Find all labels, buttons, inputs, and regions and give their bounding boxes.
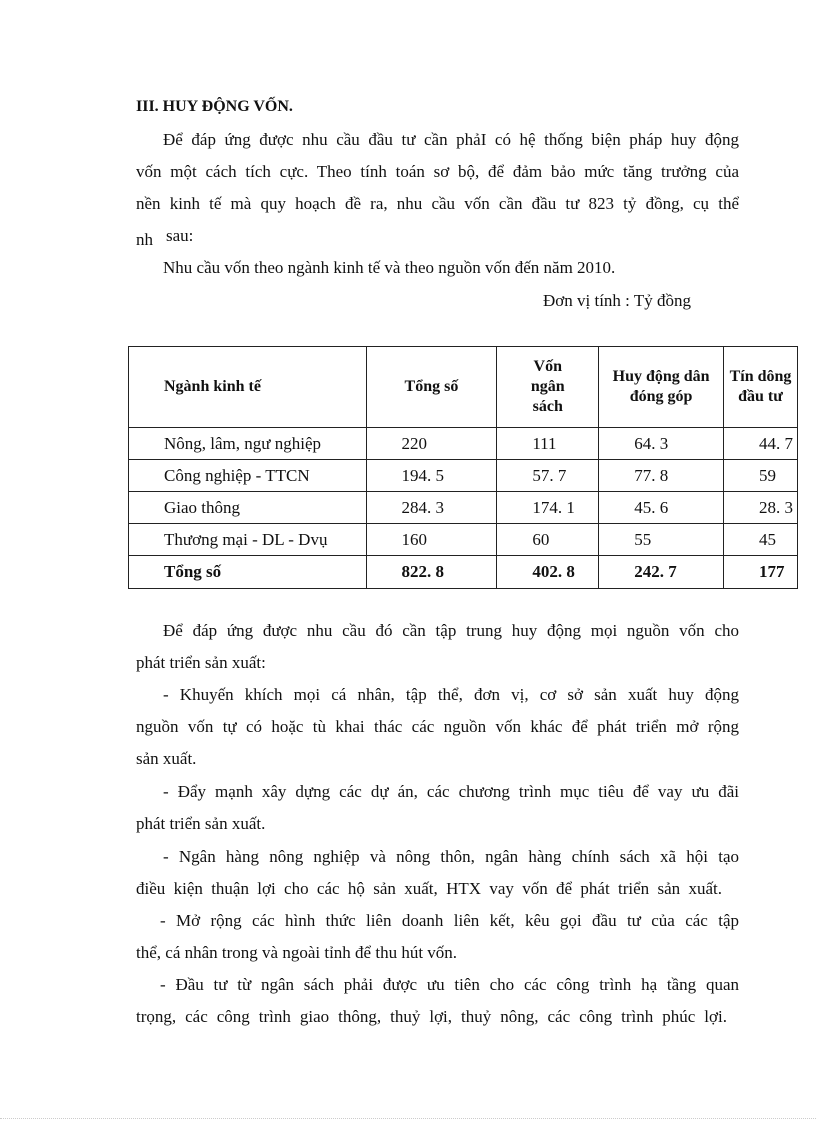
header-sector: Ngành kinh tế: [129, 347, 367, 428]
total-label: Tổng số: [129, 556, 367, 589]
cell-total: 160: [366, 524, 497, 556]
total-credit: 177: [724, 556, 798, 589]
total-contribution: 242. 7: [599, 556, 724, 589]
intro-line-4-end: sau:: [166, 226, 194, 245]
table-row: [129, 460, 798, 492]
header-total: Tổng số: [366, 347, 497, 428]
intro-line-4-start: nh: [136, 230, 153, 249]
total-budget: 402. 8: [497, 556, 599, 589]
table-row: [129, 524, 798, 556]
intro-line-1: Để đáp ứng được nhu cầu đầu tư cần phảI có hệ thống biện pháp huy động: [163, 130, 739, 149]
cell-total: 220: [366, 428, 497, 460]
header-budget-capital: Vốn ngân sách: [497, 347, 599, 428]
cell-credit: 28. 3: [724, 492, 798, 524]
table-row: [129, 428, 798, 460]
section-heading: III. HUY ĐỘNG VỐN.: [136, 98, 293, 115]
bullet-5-line-2: trọng, các công trình giao thông, thuỷ lợi, thuỷ nông, các công trình phúc lợi.: [136, 1007, 727, 1026]
table-header-row: [129, 347, 798, 428]
cell-contribution: 64. 3: [599, 428, 724, 460]
bullet-4-line-2: thể, cá nhân trong và ngoài tỉnh để thu hút vốn.: [136, 943, 458, 962]
table-caption: Nhu cầu vốn theo ngành kinh tế và theo nguồn vốn đến năm 2010.: [163, 258, 616, 277]
cell-sector: Thương mại - DL - Dvụ: [129, 524, 367, 556]
table-row: [129, 492, 798, 524]
capital-demand-table: [128, 346, 798, 589]
cell-credit: 59: [724, 460, 798, 492]
cell-budget: 111: [497, 428, 599, 460]
cell-sector: Công nghiệp - TTCN: [129, 460, 367, 492]
bullet-2-line-1: - Đẩy mạnh xây dựng các dự án, các chương trình mục tiêu để vay ưu đãi: [163, 782, 739, 801]
bullet-2-line-2: phát triển sản xuất.: [136, 814, 266, 833]
intro-line-2: vốn một cách tích cực. Theo tính toán sơ bộ, để đảm bảo mức tăng trưởng của: [136, 162, 739, 181]
cell-sector: Nông, lâm, ngư nghiệp: [129, 428, 367, 460]
cell-total: 284. 3: [366, 492, 497, 524]
cell-contribution: 45. 6: [599, 492, 724, 524]
cell-credit: 45: [724, 524, 798, 556]
unit-label: Đơn vị tính : Tỷ đồng: [543, 291, 691, 310]
header-investment-credit: Tín dông đầu tư: [724, 347, 798, 428]
bullet-3-line-2: điều kiện thuận lợi cho các hộ sản xuất, HTX vay vốn để phát triển sản xuất.: [136, 879, 722, 898]
table-total-row: [129, 556, 798, 589]
cell-budget: 174. 1: [497, 492, 599, 524]
header-public-contribution: Huy động dân đóng góp: [599, 347, 724, 428]
cell-sector: Giao thông: [129, 492, 367, 524]
cell-budget: 60: [497, 524, 599, 556]
total-sum: 822. 8: [366, 556, 497, 589]
paragraph-1-line-2: phát triển sản xuất:: [136, 653, 266, 672]
paragraph-1-line-1: Để đáp ứng được nhu cầu đó cần tập trung huy động mọi nguồn vốn cho: [163, 621, 739, 640]
cell-contribution: 77. 8: [599, 460, 724, 492]
intro-line-3: nền kinh tế mà quy hoạch đề ra, nhu cầu vốn cần đầu tư 823 tỷ đồng, cụ thể: [136, 194, 739, 213]
page-bottom-divider: [0, 1118, 816, 1119]
bullet-3-line-1: - Ngân hàng nông nghiệp và nông thôn, ngân hàng chính sách xã hội tạo: [163, 847, 739, 866]
bullet-1-line-3: sản xuất.: [136, 749, 197, 768]
cell-contribution: 55: [599, 524, 724, 556]
cell-total: 194. 5: [366, 460, 497, 492]
bullet-1-line-2: nguồn vốn tự có hoặc tù khai thác các nguồn vốn khác để phát triển mở rộng: [136, 717, 739, 736]
cell-credit: 44. 7: [724, 428, 798, 460]
bullet-5-line-1: - Đầu tư từ ngân sách phải được ưu tiên cho các công trình hạ tầng quan: [160, 975, 739, 994]
cell-budget: 57. 7: [497, 460, 599, 492]
bullet-1-line-1: - Khuyến khích mọi cá nhân, tập thể, đơn vị, cơ sở sản xuất huy động: [163, 685, 739, 704]
bullet-4-line-1: - Mở rộng các hình thức liên doanh liên kết, kêu gọi đầu tư của các tập: [160, 911, 739, 930]
